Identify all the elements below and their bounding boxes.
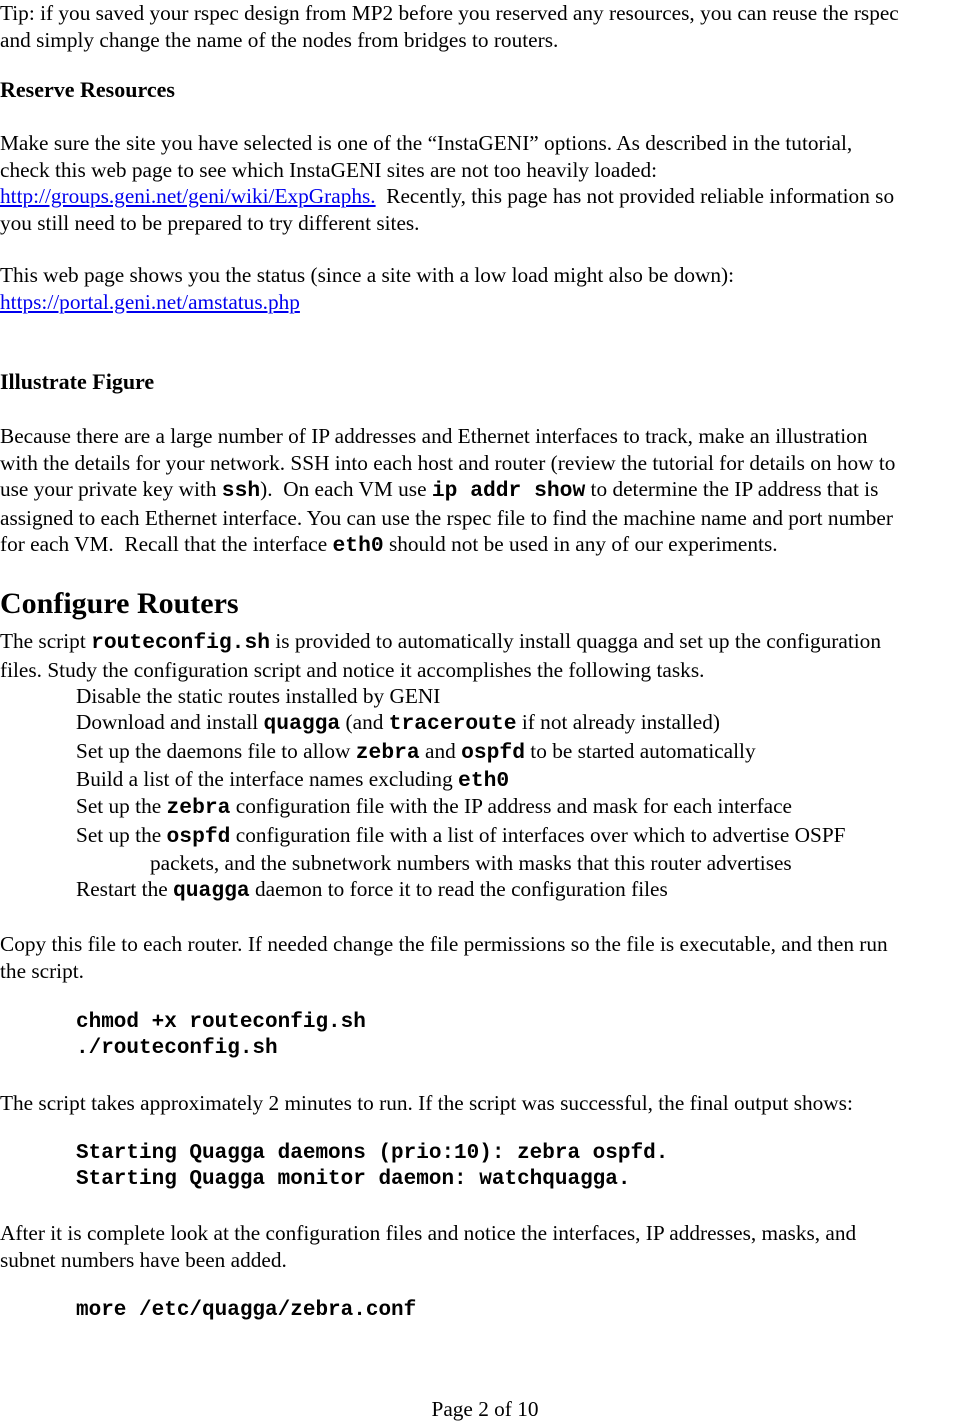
illustrate-text: should not be used in any of our experiments. (383, 532, 778, 556)
task-text: (and (340, 710, 389, 734)
illustrate-line-3 (0, 476, 970, 505)
task-text: configuration file with the IP address and mask for each interface (230, 794, 793, 818)
task-item (76, 822, 846, 851)
task-item: Disable the static routes installed by GENI (76, 684, 441, 708)
expgraphs-link[interactable]: http://groups.geni.net/geni/wiki/ExpGraphs. (0, 184, 376, 208)
ssh-code: ssh (221, 479, 261, 503)
task-item (76, 738, 756, 767)
configure-heading: Configure Routers (0, 587, 239, 620)
configure-line-1 (0, 628, 970, 657)
illustrate-line-5 (0, 531, 970, 560)
ospfd-code: ospfd (166, 825, 231, 849)
task-text: Set up the (76, 823, 167, 847)
illustrate-paragraph (0, 423, 970, 560)
task-text: Download and install (76, 710, 264, 734)
eth0-code: eth0 (458, 769, 510, 793)
illustrate-line-4: assigned to each Ethernet interface. You can use the rspec file to find the machine name and port number (0, 505, 893, 530)
output-line-2: Starting Quagga monitor daemon: watchquagga. (76, 1168, 631, 1191)
task-text: and (419, 739, 462, 763)
command-chmod: chmod +x routeconfig.sh (76, 1011, 366, 1034)
configure-text: is provided to automatically install quagga and set up the configuration (270, 629, 881, 653)
task-text: configuration file with a list of interfaces over which to advertise OSPF (230, 823, 846, 847)
reserve-p1-line-3 (0, 183, 970, 210)
task-item (76, 876, 668, 905)
copy-line-2: the script. (0, 958, 84, 983)
page-number: Page 2 of 10 (431, 1397, 539, 1421)
task-text: to be started automatically (524, 739, 756, 763)
reserve-heading: Reserve Resources (0, 77, 175, 102)
routeconfig-code: routeconfig.sh (91, 631, 271, 655)
reserve-p2-line-1: This web page shows you the status (since a site with a low load might also be down): (0, 263, 735, 287)
after-line-2: subnet numbers have been added. (0, 1247, 287, 1272)
ospfd-code: ospfd (461, 741, 525, 765)
reserve-p2-line-2 (0, 289, 970, 316)
copy-line-1: Copy this file to each router. If needed change the file permissions so the file is executable, and then run (0, 932, 888, 956)
reserve-p1-line-3-text: Recently, this page has not provided reliable information so (375, 184, 895, 208)
after-paragraph (0, 1220, 970, 1273)
ip-addr-show-code: ip addr show (431, 479, 586, 503)
traceroute-code: traceroute (388, 712, 517, 736)
zebra-code: zebra (355, 741, 420, 765)
illustrate-text: to determine the IP address that is (585, 477, 879, 501)
tip-paragraph (0, 0, 970, 53)
task-text: if not already installed) (516, 710, 720, 734)
copy-paragraph (0, 931, 970, 984)
task-text: Build a list of the interface names excluding (76, 767, 459, 791)
command-run-script: ./routeconfig.sh (76, 1037, 278, 1060)
amstatus-link[interactable]: https://portal.geni.net/amstatus.php (0, 289, 300, 314)
reserve-p1-line-1: Make sure the site you have selected is one of the “InstaGENI” options. As described in the tutorial, (0, 131, 853, 155)
after-line-1: After it is complete look at the configuration files and notice the interfaces, IP addresses, masks, and (0, 1221, 857, 1245)
reserve-p1-line-4: you still need to be prepared to try different sites. (0, 210, 420, 235)
task-text: Set up the (76, 794, 167, 818)
configure-intro (0, 628, 970, 683)
configure-text: The script (0, 629, 92, 653)
zebra-code: zebra (166, 796, 231, 820)
illustrate-heading: Illustrate Figure (0, 369, 155, 394)
tip-line-1: Tip: if you saved your rspec design from MP2 before you reserved any resources, you can reuse the rspec (0, 1, 899, 25)
quagga-code: quagga (173, 879, 250, 903)
output-line-1: Starting Quagga daemons (prio:10): zebra ospfd. (76, 1142, 669, 1165)
quagga-code: quagga (263, 712, 341, 736)
task-text: Set up the daemons file to allow (76, 739, 356, 763)
reserve-paragraph-2 (0, 262, 970, 315)
task-item (76, 766, 509, 795)
task-item (76, 709, 720, 738)
command-more-zebra: more /etc/quagga/zebra.conf (76, 1299, 417, 1322)
illustrate-line-2: with the details for your network. SSH into each host and router (review the tutorial for details on how to (0, 450, 896, 475)
configure-line-2: files. Study the configuration script and notice it accomplishes the following tasks. (0, 657, 705, 682)
reserve-paragraph-1 (0, 130, 970, 236)
illustrate-text: use your private key with (0, 477, 222, 501)
eth0-code: eth0 (332, 534, 384, 558)
tip-line-2: and simply change the name of the nodes from bridges to routers. (0, 27, 559, 52)
illustrate-text: for each VM. Recall that the interface (0, 532, 333, 556)
illustrate-line-1: Because there are a large number of IP addresses and Ethernet interfaces to track, make an illustration (0, 424, 868, 448)
takes-paragraph: The script takes approximately 2 minutes to run. If the script was successful, the final output shows: (0, 1091, 853, 1115)
task-text: daemon to force it to read the configuration files (249, 877, 668, 901)
task-item (76, 793, 792, 822)
task-text: Restart the (76, 877, 173, 901)
task-item-continuation: packets, and the subnetwork numbers with masks that this router advertises (150, 851, 792, 875)
illustrate-text: ). On each VM use (260, 477, 432, 501)
reserve-p1-line-2: check this web page to see which InstaGENI sites are not too heavily loaded: (0, 157, 658, 182)
